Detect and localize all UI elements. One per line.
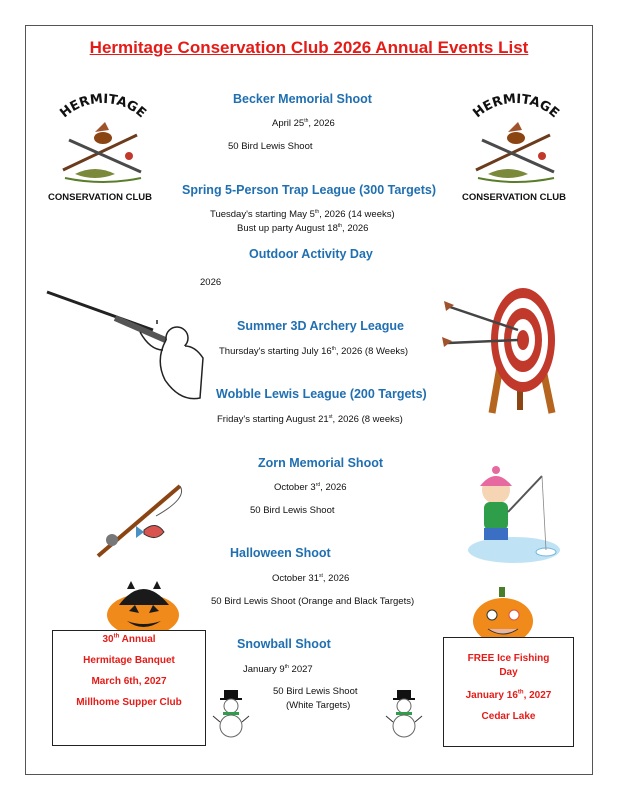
logo-emblem-icon xyxy=(45,91,160,200)
logo-bottom-text: CONSERVATION CLUB xyxy=(462,192,566,203)
fishing-event-name-2: Day xyxy=(499,667,518,678)
jack-o-lantern-icon xyxy=(470,585,536,645)
event-date-wobble-league: Friday's starting August 21st, 2026 (8 weeks) xyxy=(217,413,403,425)
ice-fishing-kid-illustration xyxy=(464,462,564,567)
event-detail-spring-trap: Bust up party August 18th, 2026 xyxy=(237,222,369,234)
event-date-summer-archery: Thursday's starting July 16th, 2026 (8 Weeks) xyxy=(219,345,409,357)
banquet-name: Hermitage Banquet xyxy=(83,655,175,666)
logo-emblem-icon xyxy=(458,91,573,200)
banquet-venue: Millhome Supper Club xyxy=(76,697,182,708)
event-date-zorn: October 3rd, 2026 xyxy=(274,481,347,493)
fishing-rod-icon xyxy=(92,478,192,563)
hunter-illustration xyxy=(45,280,205,405)
event-date-outdoor-day: 2026 xyxy=(200,277,222,288)
jack-o-lantern-cat-icon xyxy=(103,575,183,635)
club-logo-right xyxy=(458,91,573,205)
snowman-icon xyxy=(386,690,422,738)
archery-target-icon xyxy=(440,285,580,415)
fishing-location: Cedar Lake xyxy=(481,711,536,722)
logo-bottom-text: CONSERVATION CLUB xyxy=(48,192,152,203)
fishing-date: January 16th, 2027 xyxy=(465,689,552,701)
banquet-info-box xyxy=(52,630,206,746)
event-title-zorn: Zorn Memorial Shoot xyxy=(258,456,383,470)
event-date-becker: April 25th, 2026 xyxy=(272,117,335,129)
event-detail-becker: 50 Bird Lewis Shoot xyxy=(228,141,313,152)
page-title: Hermitage Conservation Club 2026 Annual Events List xyxy=(89,38,529,57)
fishing-event-name: FREE Ice Fishing xyxy=(467,653,550,664)
event-title-summer-archery: Summer 3D Archery League xyxy=(237,319,404,333)
event-detail-halloween: 50 Bird Lewis Shoot (Orange and Black Targets) xyxy=(211,596,415,607)
event-title-halloween: Halloween Shoot xyxy=(230,546,331,560)
logo-top-text: HERMITAGE xyxy=(470,91,562,122)
club-logo-left xyxy=(45,91,160,205)
event-detail-zorn: 50 Bird Lewis Shoot xyxy=(250,505,335,516)
event-detail-snowball: 50 Bird Lewis Shoot xyxy=(273,686,358,697)
event-title-wobble-league: Wobble Lewis League (200 Targets) xyxy=(216,387,427,401)
logo-top-text: HERMITAGE xyxy=(57,91,149,122)
event-title-spring-trap: Spring 5-Person Trap League (300 Targets) xyxy=(182,183,437,197)
event-date-halloween: October 31st, 2026 xyxy=(272,572,350,584)
event-detail2-snowball: (White Targets) xyxy=(286,700,351,711)
event-date-spring-trap: Tuesday's starting May 5th, 2026 (14 weeks) xyxy=(210,208,395,220)
snowman-icon xyxy=(213,690,249,738)
banquet-date: March 6th, 2027 xyxy=(91,676,167,687)
banquet-anniversary: 30th Annual xyxy=(102,633,156,645)
event-title-snowball: Snowball Shoot xyxy=(237,637,331,651)
event-title-becker: Becker Memorial Shoot xyxy=(233,92,372,106)
event-title-outdoor-day: Outdoor Activity Day xyxy=(249,247,373,261)
event-date-snowball: January 9th 2027 xyxy=(243,663,313,675)
ice-fishing-info-box xyxy=(443,637,574,747)
